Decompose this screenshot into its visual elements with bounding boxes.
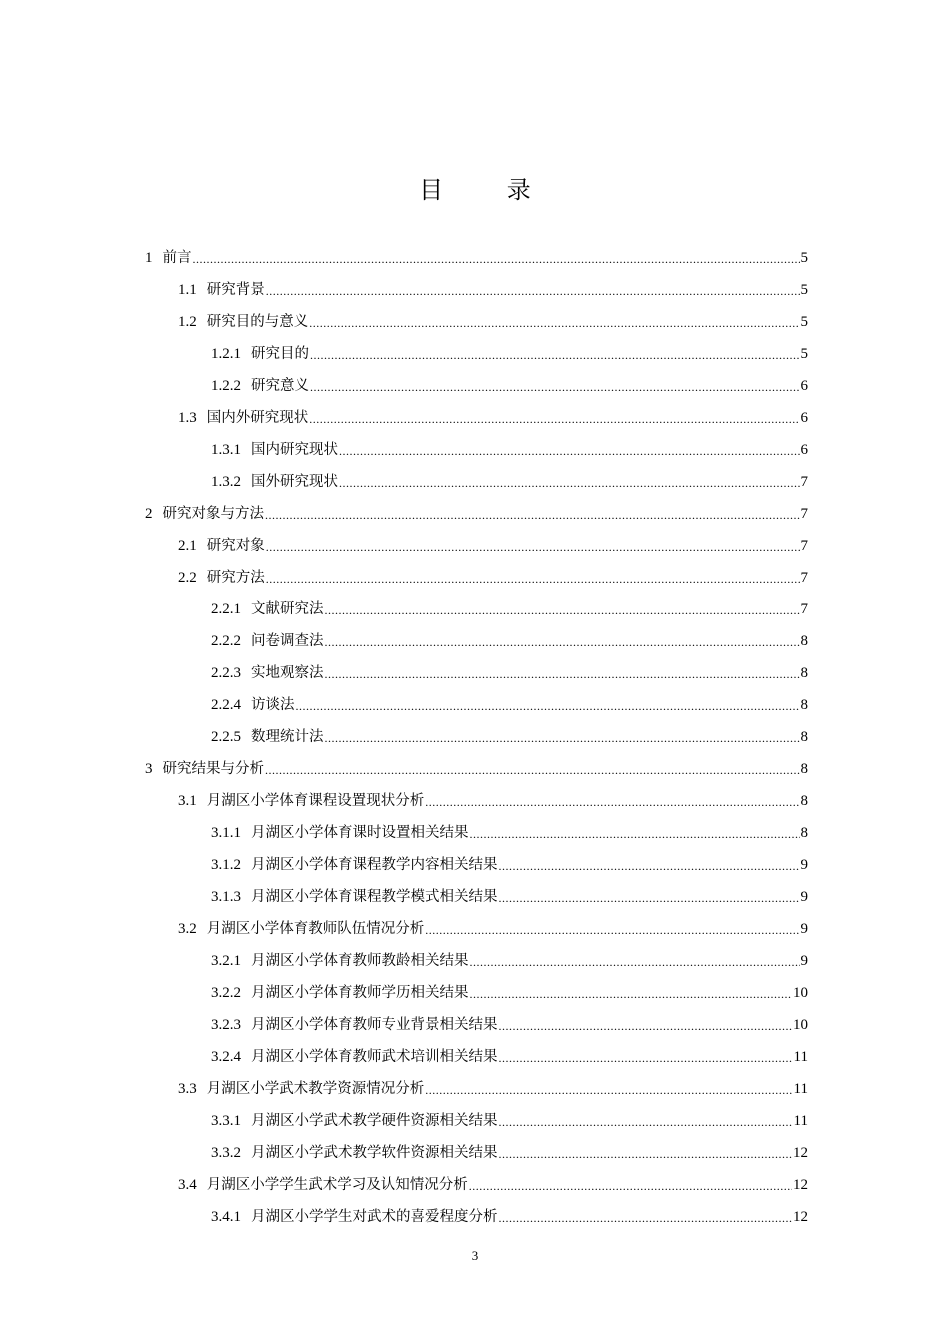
toc-entry-page: 9 [800,889,808,905]
toc-entry-title: 月湖区小学体育课程设置现状分析 [206,793,425,810]
toc-entry-title: 研究目的与意义 [206,313,309,330]
toc-entry-title: 访谈法 [251,697,295,714]
toc-dot-leader [499,1111,793,1131]
toc-entry-number: 2.2.3 [211,665,241,682]
toc-entry-page: 8 [800,665,808,682]
toc-entry-number: 2.2.5 [211,729,241,746]
toc-entry-page: 5 [800,313,808,330]
toc-entry-title: 研究结果与分析 [162,761,264,778]
toc-entry-title: 月湖区小学体育教师专业背景相关结果 [251,1016,498,1033]
toc-entry-page: 8 [800,729,808,746]
toc-entry-title: 问卷调查法 [251,633,324,650]
toc-entry-number: 2.2.4 [211,697,241,714]
toc-entry-title: 月湖区小学体育教师队伍情况分析 [206,920,425,937]
toc-entry-title: 月湖区小学体育教师学历相关结果 [251,984,469,1001]
toc-entry[interactable] [211,1131,808,1163]
toc-entry-page: 9 [800,920,808,937]
toc-entry-number: 3.3.1 [211,1112,241,1129]
toc-entry-title: 月湖区小学体育教师武术培训相关结果 [251,1048,498,1065]
toc-entry[interactable] [211,460,808,492]
toc-entry-page: 7 [800,569,808,586]
toc-dot-leader [499,887,800,907]
toc-dot-leader [499,1207,793,1227]
toc-entry[interactable] [178,300,808,332]
toc-dot-leader [499,1143,793,1163]
toc-entry-page: 12 [793,1176,808,1193]
toc-entry-number: 2.2.2 [211,633,241,650]
toc-entry-title: 研究背景 [206,281,265,298]
toc-entry-title: 研究意义 [251,377,309,394]
toc-entry-number: 3.2 [178,920,197,937]
toc-entry[interactable] [211,1195,808,1227]
toc-entry-number: 1.3 [178,409,197,426]
toc-dot-leader [310,376,800,396]
page-title: 目 录 [419,176,559,204]
toc-entry[interactable] [211,364,808,396]
toc-entry-page: 12 [793,1144,808,1161]
toc-entry-page: 6 [800,409,808,426]
toc-entry-page: 10 [793,1016,808,1033]
toc-entry-number: 2 [145,505,153,522]
toc-entry-title: 月湖区小学体育课时设置相关结果 [251,825,469,842]
toc-entry[interactable] [211,1003,808,1035]
toc-entry[interactable] [145,747,808,779]
toc-entry-title: 研究对象 [206,537,265,554]
toc-entry-title: 月湖区小学体育课程教学内容相关结果 [251,857,498,874]
toc-entry-number: 3.4 [178,1176,197,1193]
toc-entry-page: 9 [800,952,808,969]
toc-entry[interactable] [178,779,808,811]
toc-entry[interactable] [211,875,808,907]
page-number: 3 [471,1248,479,1263]
toc-dot-leader [266,536,800,556]
toc-dot-leader [265,504,800,524]
toc-entry-page: 8 [800,825,808,842]
toc-entry-title: 月湖区小学武术教学资源情况分析 [206,1080,425,1097]
toc-entry[interactable] [145,236,808,268]
toc-entry-title: 月湖区小学武术教学硬件资源相关结果 [251,1112,498,1129]
toc-entry-page: 10 [793,984,808,1001]
toc-dot-leader [265,759,800,779]
toc-entry-title: 月湖区小学体育教师教龄相关结果 [251,952,469,969]
toc-entry-page: 8 [800,761,808,778]
toc-dot-leader [339,440,800,460]
toc-entry[interactable] [211,1035,808,1067]
toc-entry[interactable] [211,939,808,971]
toc-dot-leader [425,1079,792,1099]
toc-entry[interactable] [211,811,808,843]
toc-entry-number: 3.2.4 [211,1048,241,1065]
toc-entry[interactable] [211,428,808,460]
toc-dot-leader [266,280,800,300]
toc-dot-leader [470,983,793,1003]
toc-dot-leader [193,248,800,268]
toc-entry-title: 国内研究现状 [251,441,338,458]
toc-entry-number: 3.1.1 [211,825,241,842]
toc-entry-number: 3.1.2 [211,857,241,874]
toc-dot-leader [325,631,800,651]
toc-entry-number: 2.2 [178,569,197,586]
toc-entry-number: 1.3.2 [211,473,241,490]
toc-entry-page: 5 [800,345,808,362]
toc-dot-leader [325,663,800,683]
toc-dot-leader [309,312,799,332]
toc-entry[interactable] [211,683,808,715]
toc-entry-page: 11 [793,1048,808,1065]
toc-entry-page: 6 [800,441,808,458]
toc-entry-number: 3.3.2 [211,1144,241,1161]
toc-entry-page: 8 [800,633,808,650]
toc-entry-title: 数理统计法 [251,729,324,746]
toc-entry-number: 3.2.1 [211,952,241,969]
toc-entry[interactable] [211,619,808,651]
toc-entry-title: 月湖区小学武术教学软件资源相关结果 [251,1144,498,1161]
toc-dot-leader [325,599,800,619]
toc-dot-leader [310,344,800,364]
toc-entry[interactable] [178,1163,808,1195]
toc-entry[interactable] [178,524,808,556]
toc-entry-page: 8 [800,793,808,810]
toc-entry-number: 1.2 [178,313,197,330]
toc-entry-number: 3.1.3 [211,889,241,905]
toc-entry[interactable] [178,556,808,588]
toc-entry-page: 5 [800,250,808,266]
toc-dot-leader [470,951,800,971]
toc-entry-title: 文献研究法 [251,601,324,618]
toc-dot-leader [469,1175,792,1195]
toc-entry[interactable] [211,715,808,747]
toc-dot-leader [266,568,800,588]
toc-dot-leader [296,695,800,715]
toc-entry-page: 7 [800,537,808,554]
toc-entry[interactable] [211,651,808,683]
toc-entry-number: 1.2.1 [211,345,241,362]
toc-dot-leader [309,408,799,428]
toc-entry[interactable] [211,1099,808,1131]
toc-entry-page: 5 [800,281,808,298]
toc-entry-title: 研究对象与方法 [162,505,264,522]
toc-entry-number: 2.2.1 [211,601,241,618]
toc-entry-page: 7 [800,601,808,618]
toc-entry-number: 3 [145,761,153,778]
toc-entry-title: 月湖区小学学生武术学习及认知情况分析 [206,1176,468,1193]
toc-entry-number: 2.1 [178,537,197,554]
toc-entry-page: 11 [793,1112,808,1129]
toc-dot-leader [339,472,800,492]
toc-entry-page: 9 [800,857,808,874]
toc-entry-title: 实地观察法 [251,665,324,682]
toc-entry-title: 月湖区小学体育课程教学模式相关结果 [251,889,498,905]
toc-entry-page: 6 [800,377,808,394]
toc-dot-leader [499,1015,793,1035]
toc-dot-leader [425,791,799,811]
toc-entry-number: 1.3.1 [211,441,241,458]
toc-entry-title: 国外研究现状 [251,473,338,490]
toc-dot-leader [325,727,800,747]
toc-entry-page: 7 [800,473,808,490]
toc-entry-title: 研究方法 [206,569,265,586]
toc-entry-page: 7 [800,505,808,522]
toc-entry-title: 前言 [162,250,192,266]
toc-entry-number: 3.3 [178,1080,197,1097]
toc-entry-number: 3.1 [178,793,197,810]
toc-entry-title: 研究目的 [251,345,309,362]
toc-entry[interactable] [211,971,808,1003]
toc-entry[interactable] [178,907,808,939]
toc-entry-page: 11 [793,1080,808,1097]
toc-entry[interactable] [211,332,808,364]
toc-dot-leader [499,1047,793,1067]
toc-entry[interactable] [178,396,808,428]
toc-entry-number: 3.2.2 [211,984,241,1001]
toc-entry-title: 月湖区小学学生对武术的喜爱程度分析 [251,1208,498,1225]
toc-entry[interactable] [178,1067,808,1099]
toc-entry-number: 3.4.1 [211,1208,241,1225]
toc-entry[interactable] [145,492,808,524]
toc-entry-number: 3.2.3 [211,1016,241,1033]
toc-dot-leader [425,919,799,939]
toc-entry-number: 1 [145,250,153,266]
toc-entry-title: 国内外研究现状 [206,409,309,426]
toc-dot-leader [470,823,800,843]
toc-entry[interactable] [178,268,808,300]
toc-entry-page: 12 [793,1208,808,1225]
toc-entry[interactable] [211,587,808,619]
toc-dot-leader [499,855,800,875]
toc-entry[interactable] [211,843,808,875]
toc-entry-number: 1.1 [178,281,197,298]
toc-entry-page: 8 [800,697,808,714]
toc-entry-number: 1.2.2 [211,377,241,394]
